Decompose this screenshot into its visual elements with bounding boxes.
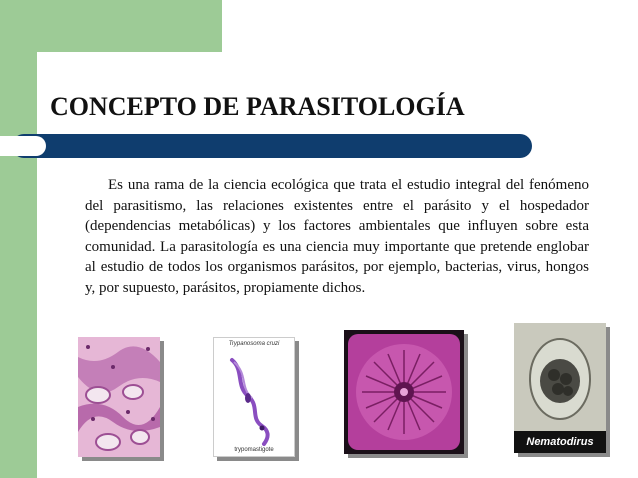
slide-body-text: Es una rama de la ciencia ecológica que trata el estudio integral del fenómeno del parasitismo, las relaciones existentes entre el parásito y el hospedador (dependencias metabólicas) y los factores ambientales que influyen sobre esta comunidad. La parasitología es una ciencia muy importante que pretende englobar al estudio de todos los organismos parásitos, por ejemplo, bacterias, virus, hongos y, por supuesto, parásitos, propiamente dichos. [85, 177, 589, 296]
trypanosoma-caption-bottom: trypomastigote [234, 447, 274, 453]
trypanosoma-image [213, 337, 295, 457]
green-corner-block [0, 0, 222, 52]
microfilaria-image [344, 330, 464, 454]
title-bar-notch [0, 136, 46, 156]
slide-title: CONCEPTO DE PARASITOLOGÍA [50, 92, 465, 121]
title-underline-bar [12, 134, 532, 158]
nematodirus-caption: Nematodirus [514, 431, 606, 453]
green-side-strip [0, 52, 37, 478]
nematodirus-image [514, 323, 606, 453]
trypanosoma-caption-top: Trypanosoma cruzi [228, 341, 280, 347]
tissue-micrograph-image [78, 337, 160, 457]
